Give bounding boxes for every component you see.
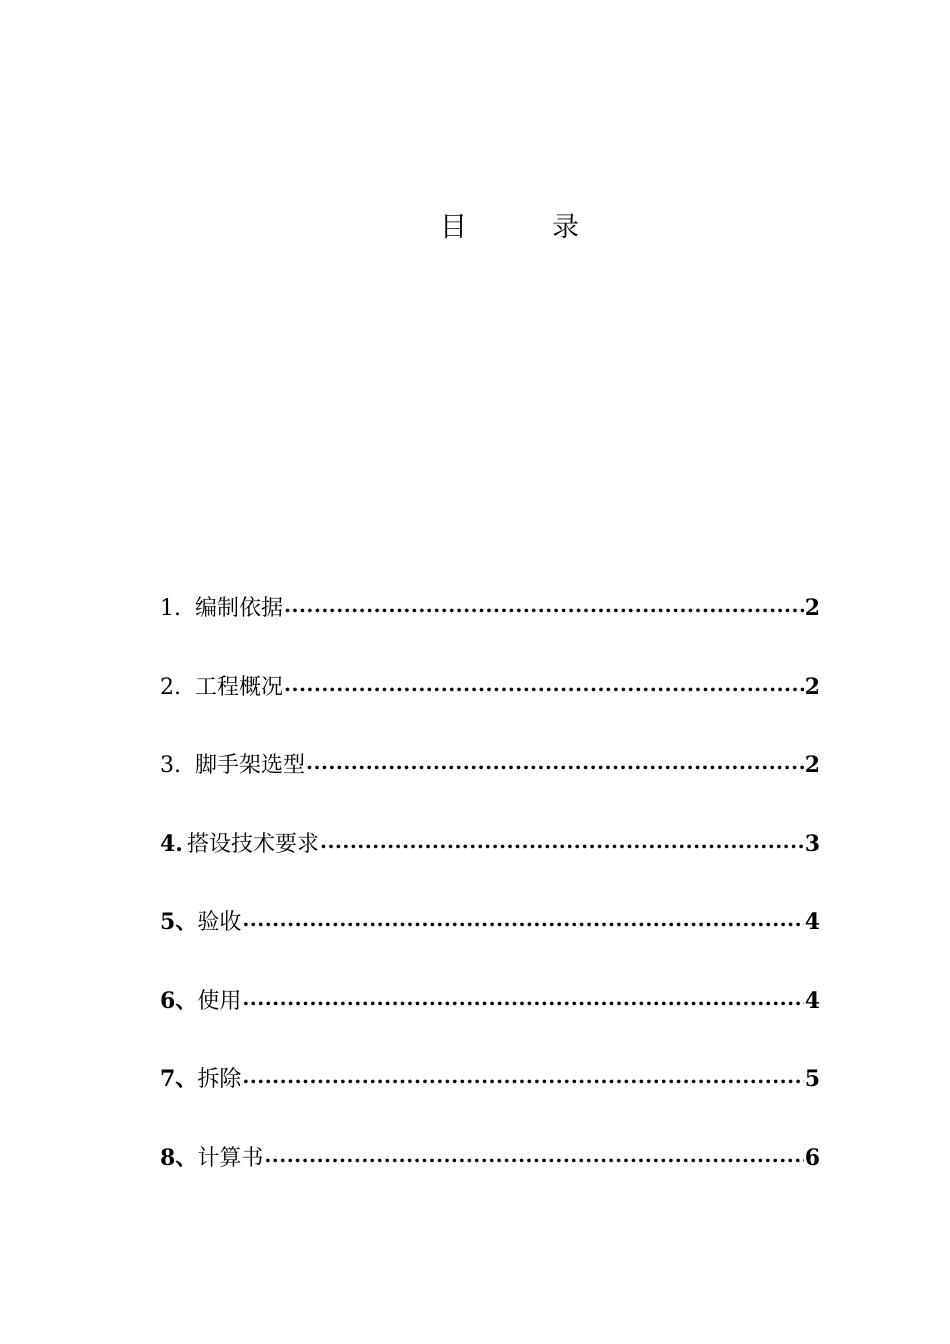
toc-entry-number: 6、 [160, 987, 198, 1014]
toc-entry-page: 3 [804, 830, 820, 857]
toc-entry-page: 2 [804, 673, 820, 700]
toc-entry-8[interactable] [160, 1138, 820, 1217]
toc-entry-number: 7、 [160, 1066, 198, 1092]
toc-entry-3[interactable] [160, 745, 820, 824]
toc-entry-page: 2 [804, 752, 820, 778]
toc-entry-page: 2 [804, 595, 820, 621]
toc-dot-leader [242, 984, 803, 1008]
toc-dot-leader [242, 1062, 803, 1086]
toc-entry-page: 5 [804, 1066, 820, 1092]
toc-dot-leader [320, 827, 804, 851]
toc-entry-label: 脚手架选型 [195, 753, 306, 778]
toc-entry-page: 4 [804, 987, 820, 1014]
toc-dot-leader [284, 670, 804, 694]
toc-entry-label: 工程概况 [195, 674, 284, 700]
toc-entry-number: 2. [160, 674, 181, 700]
toc-dot-leader [306, 748, 804, 772]
toc-title-char-2: 录 [552, 212, 579, 243]
toc-entry-number: 5、 [160, 909, 198, 935]
toc-entry-label: 搭设技术要求 [186, 831, 319, 857]
toc-dot-leader [264, 1141, 803, 1165]
toc-entry-7[interactable] [160, 1059, 820, 1138]
toc-entry-4[interactable] [160, 824, 820, 903]
toc-dot-leader [284, 591, 804, 615]
toc-entry-number: 3. [160, 753, 181, 778]
toc-entry-label: 使用 [197, 988, 242, 1014]
toc-entry-number: 1. [160, 596, 181, 621]
toc-entry-page: 4 [804, 909, 820, 935]
toc-entry-number: 8、 [160, 1144, 198, 1171]
toc-entry-1[interactable] [160, 588, 820, 667]
toc-entry-number: 4. [160, 830, 183, 857]
toc-entry-5[interactable] [160, 902, 820, 981]
toc-entry-label: 拆除 [197, 1067, 242, 1092]
toc-dot-leader [242, 905, 803, 929]
toc-list [160, 588, 820, 1216]
toc-entry-label: 编制依据 [195, 596, 284, 621]
toc-title-char-1: 目 [440, 212, 467, 243]
toc-entry-label: 计算书 [197, 1145, 264, 1171]
toc-entry-6[interactable] [160, 981, 820, 1060]
toc-entry-page: 6 [804, 1144, 820, 1171]
toc-entry-2[interactable] [160, 667, 820, 746]
toc-entry-label: 验收 [197, 910, 242, 935]
